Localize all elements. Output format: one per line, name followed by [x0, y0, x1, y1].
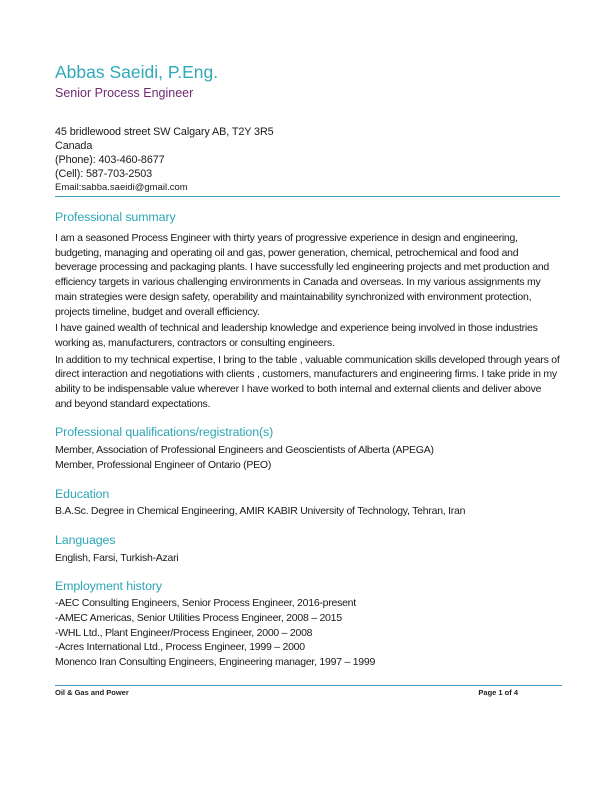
- qualification-item: Member, Professional Engineer of Ontario (PEO): [55, 459, 272, 472]
- footer-doc-category: Oil & Gas and Power: [55, 688, 129, 697]
- summary-paragraph: I have gained wealth of technical and leadership knowledge and experience being involved in those industries working as, manufacturers, contractors or consulting engineers.: [55, 322, 538, 349]
- section-employment: [55, 579, 560, 670]
- employment-item: -Acres International Ltd., Process Engineer, 1999 – 2000: [55, 641, 305, 654]
- summary-paragraph: In addition to my technical expertise, I bring to the table , valuable communication skills developed through years of direct interaction and negotiations with clients , customers, manufacturers and engineering firms. I take pride in my ability to be indispensable value wherever I have worked to both internal and external clients and deliver above and beyond standard expectations.: [55, 353, 560, 410]
- employment-item: -AEC Consulting Engineers, Senior Process Engineer, 2016-present: [55, 597, 356, 610]
- contact-address-line: 45 bridlewood street SW Calgary AB, T2Y 3R5: [55, 126, 274, 138]
- languages-heading: Languages: [55, 532, 116, 547]
- summary-heading: Professional summary: [55, 210, 176, 224]
- education-item: B.A.Sc. Degree in Chemical Engineering, AMIR KABIR University of Technology, Tehran, Iran: [55, 504, 466, 517]
- resume-header: [55, 62, 560, 101]
- qualifications-heading: Professional qualifications/registration(s): [55, 425, 274, 440]
- summary-paragraph: I am a seasoned Process Engineer with thirty years of progressive experience in design and engineering, budgeting, managing and operating oil and gas, power generation, chemical, petrochemical and food and beverage processing and packaging plants. I have successfully led engineering projects and met production and efficiency targets in various challenging environments in Canada and overseas. In my various assignments my main strategies were design safety, operability and maintainability synchronized with environment protection, projects timeline, budget and overall efficiency.: [55, 232, 549, 318]
- person-name: Abbas Saeidi, P.Eng.: [55, 62, 219, 82]
- section-qualifications: [55, 425, 560, 472]
- footer-row: [55, 688, 562, 698]
- contact-cell-line: (Cell): 587-703-2503: [55, 168, 153, 180]
- person-job-title: Senior Process Engineer: [55, 86, 194, 100]
- footer-divider: [55, 685, 562, 686]
- section-professional-summary: [55, 210, 560, 411]
- languages-item: English, Farsi, Turkish-Azari: [55, 551, 179, 564]
- employment-item: -AMEC Americas, Senior Utilities Process Engineer, 2008 – 2015: [55, 611, 342, 624]
- contact-email-line: Email:sabba.saeidi@gmail.com: [55, 182, 188, 193]
- education-heading: Education: [55, 486, 110, 501]
- employment-item: Monenco Iran Consulting Engineers, Engineering manager, 1997 – 1999: [55, 656, 376, 669]
- contact-block: [55, 125, 560, 194]
- footer-page-number: Page 1 of 4: [478, 688, 518, 697]
- employment-heading: Employment history: [55, 579, 162, 594]
- contact-country-line: Canada: [55, 140, 93, 152]
- header-divider: [55, 196, 560, 197]
- section-languages: [55, 533, 560, 566]
- employment-item: -WHL Ltd., Plant Engineer/Process Engineer, 2000 – 2008: [55, 626, 313, 639]
- section-education: [55, 487, 560, 519]
- qualification-item: Member, Association of Professional Engineers and Geoscientists of Alberta (APEGA): [55, 444, 434, 457]
- page-footer: [55, 685, 562, 698]
- contact-phone-line: (Phone): 403-460-8677: [55, 154, 165, 166]
